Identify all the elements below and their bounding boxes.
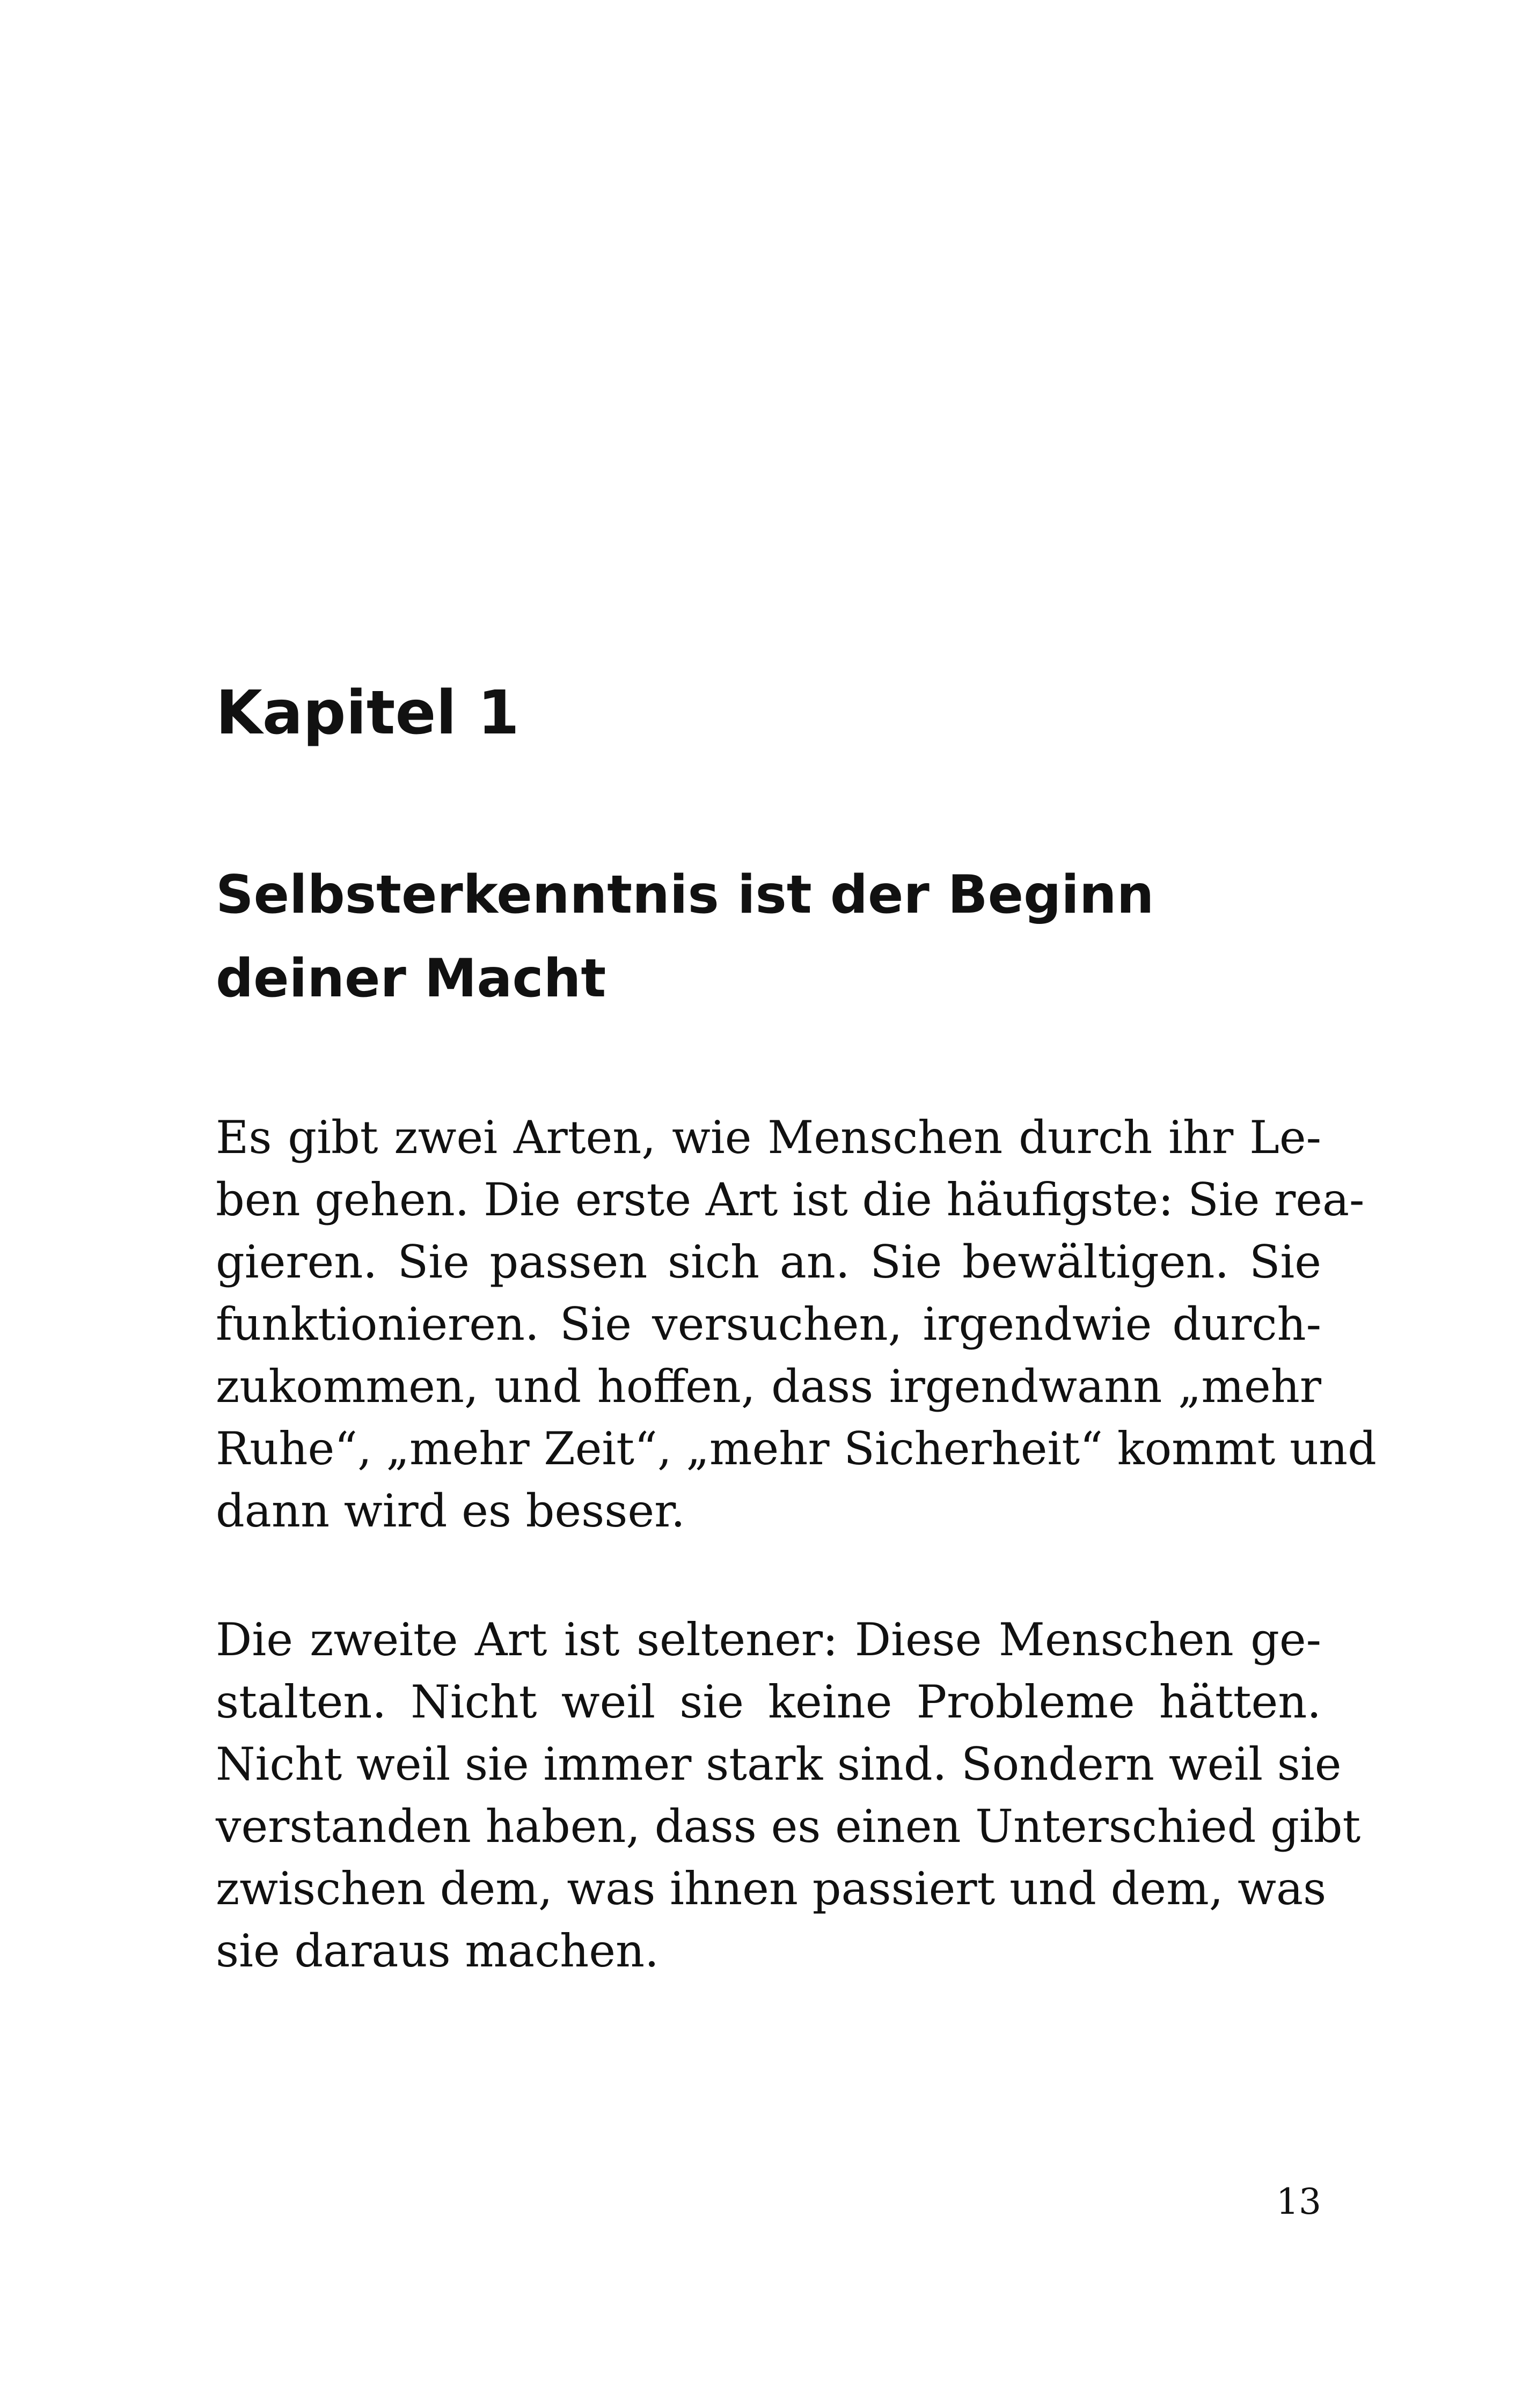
paragraph-line: sie daraus machen. — [216, 1925, 659, 1977]
paragraph-line: stalten. Nicht weil sie keine Probleme hätten. — [216, 1676, 1321, 1728]
paragraph-line: gieren. Sie passen sich an. Sie bewältigen. Sie — [216, 1236, 1321, 1288]
body-paragraph-1 — [216, 1106, 1377, 1542]
paragraph-line: dann wird es besser. — [216, 1485, 685, 1537]
chapter-title: Kapitel 1 — [216, 678, 519, 748]
paragraph-line: zwischen dem, was ihnen passiert und dem, was — [216, 1862, 1327, 1915]
paragraph-line: Nicht weil sie immer stark sind. Sondern weil sie — [216, 1738, 1342, 1790]
paragraph-line: verstanden haben, dass es einen Unterschied gibt — [216, 1800, 1361, 1853]
paragraph-line: funktionieren. Sie versuchen, irgendwie durch- — [216, 1298, 1321, 1350]
paragraph-line: Die zweite Art ist seltener: Diese Menschen ge- — [216, 1613, 1321, 1666]
paragraph-line: zukommen, und hoffen, dass irgendwann „mehr — [216, 1360, 1321, 1413]
body-paragraph-2 — [216, 1609, 1361, 1982]
page-number: 13 — [1276, 2181, 1321, 2222]
paragraph-line: Es gibt zwei Arten, wie Menschen durch ihr Le- — [216, 1111, 1321, 1164]
paragraph-line: Ruhe“, „mehr Zeit“, „mehr Sicherheit“ kommt und — [216, 1422, 1377, 1475]
section-title: Selbsterkenntnis ist der Beginn deiner Macht — [216, 864, 1154, 1009]
paragraph-line: ben gehen. Die erste Art ist die häufigste: Sie rea- — [216, 1173, 1365, 1226]
